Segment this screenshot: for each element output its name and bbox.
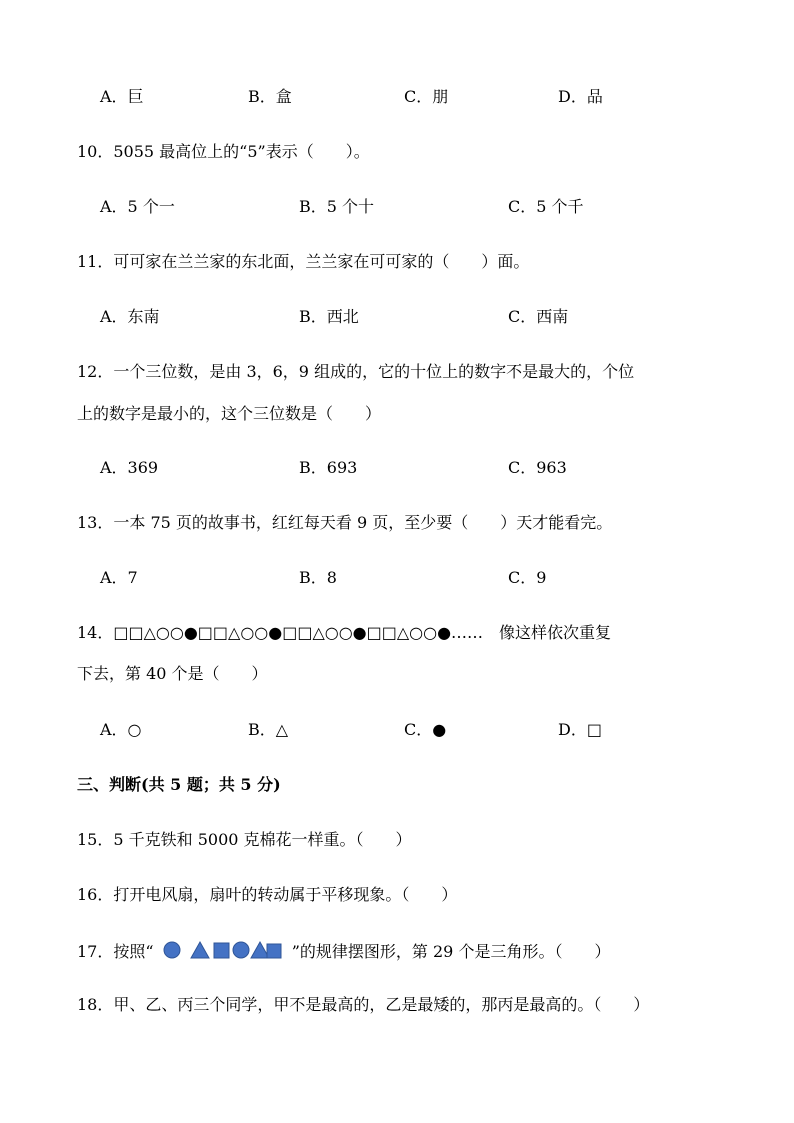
q13-option-b: B．8 bbox=[299, 568, 337, 587]
circle-icon bbox=[164, 942, 180, 958]
question-14-line-2: 下去，第 40 个是（ ） bbox=[77, 664, 268, 683]
triangle-icon bbox=[251, 942, 269, 958]
q9-option-d: D．品 bbox=[558, 87, 603, 106]
section-3-title: 三、判断(共 5 题；共 5 分) bbox=[77, 775, 281, 794]
q14-option-d: D．□ bbox=[558, 720, 602, 739]
question-16: 16．打开电风扇，扇叶的转动属于平移现象。（ ） bbox=[77, 885, 458, 904]
circle-icon bbox=[233, 942, 249, 958]
q9-option-b: B．盒 bbox=[248, 87, 292, 106]
square-icon bbox=[214, 943, 229, 958]
question-12-line-1: 12．一个三位数，是由 3，6，9 组成的，它的十位上的数字不是最大的，个位 bbox=[77, 362, 635, 381]
q12-option-a: A．369 bbox=[100, 458, 159, 477]
q10-option-c: C．5 个千 bbox=[508, 197, 584, 216]
q11-option-a: A．东南 bbox=[100, 307, 160, 326]
question-11: 11．可可家在兰兰家的东北面，兰兰家在可可家的（ ）面。 bbox=[77, 252, 530, 271]
q14-option-c: C．● bbox=[404, 720, 447, 739]
q12-option-c: C．963 bbox=[508, 458, 567, 477]
question-10: 10．5055 最高位上的“5”表示（ ）。 bbox=[77, 142, 370, 161]
q9-option-a: A．巨 bbox=[100, 87, 144, 106]
question-18: 18．甲、乙、丙三个同学，甲不是最高的，乙是最矮的，那丙是最高的。（ ） bbox=[77, 995, 650, 1014]
q13-option-c: C．9 bbox=[508, 568, 547, 587]
question-17-prefix: 17．按照“ bbox=[77, 942, 154, 961]
q14-option-a: A．○ bbox=[100, 720, 142, 739]
q12-option-b: B．693 bbox=[299, 458, 358, 477]
shape-sequence bbox=[163, 940, 283, 960]
triangle-icon bbox=[191, 942, 209, 958]
q10-option-b: B．5 个十 bbox=[299, 197, 375, 216]
question-12-line-2: 上的数字是最小的，这个三位数是（ ） bbox=[77, 404, 382, 423]
q13-option-a: A．7 bbox=[100, 568, 138, 587]
q10-option-a: A．5 个一 bbox=[100, 197, 175, 216]
q14-option-b: B．△ bbox=[248, 720, 289, 739]
question-17-suffix: ”的规律摆图形，第 29 个是三角形。（ ） bbox=[291, 942, 611, 961]
q11-option-c: C．西南 bbox=[508, 307, 569, 326]
question-15: 15．5 千克铁和 5000 克棉花一样重。（ ） bbox=[77, 830, 412, 849]
q11-option-b: B．西北 bbox=[299, 307, 359, 326]
question-14-line-1: 14．□□△○○●□□△○○●□□△○○●□□△○○●…… 像这样依次重复 bbox=[77, 623, 612, 642]
q9-option-c: C．朋 bbox=[404, 87, 449, 106]
square-icon bbox=[267, 944, 281, 958]
question-17 bbox=[77, 940, 610, 962]
question-13: 13．一本 75 页的故事书，红红每天看 9 页，至少要（ ）天才能看完。 bbox=[77, 513, 613, 532]
